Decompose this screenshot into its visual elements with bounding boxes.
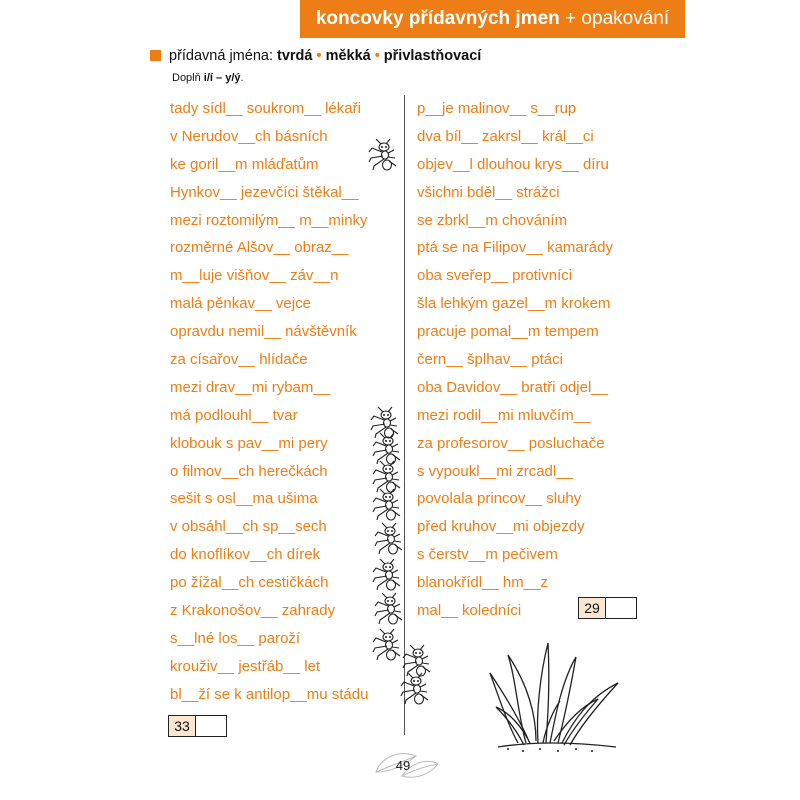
bullet-dot: • [316,48,322,64]
score-box-left [168,715,227,737]
header-title-bold: koncovky přídavných jmen [315,8,560,29]
right-exercise-line: ptá se na Filipov__ kamarády [417,239,613,257]
page-number: 49 [395,758,411,773]
left-exercise-line: mezi drav__mi rybam__ [170,378,331,396]
ant-icon [370,488,402,522]
left-exercise-line: v Nerudov__ch básních [170,127,328,145]
section-prefix: přídavná jména: [169,48,278,64]
right-exercise-line: oba sveřep__ protivníci [417,267,573,285]
instruction-options: i/í – y/ý [203,72,241,84]
right-exercise-line: s čerstv__m pečivem [417,546,558,564]
right-exercise-line: před kruhov__mi objezdy [417,518,585,536]
left-exercise-line: s__lné los__ paroží [170,629,301,647]
right-exercise-line: objev__l dlouhou krys__ díru [417,155,609,173]
right-exercise-line: za profesorov__ posluchače [417,434,605,452]
right-exercise-line: povolala princov__ sluhy [417,490,582,508]
left-exercise-line: bl__ží se k antilop__mu stádu [170,685,369,703]
left-exercise-line: tady sídl__ soukrom__ lékaři [170,100,361,117]
score-number: 29 [579,598,606,618]
bullet-dot: • [374,48,380,64]
left-exercise-line: po žížal__ch cestičkách [170,574,329,592]
left-exercise-line: m__luje višňov__ záv__n [170,267,339,285]
left-exercise-line: má podlouhl__ tvar [170,406,298,424]
ant-icon [370,558,402,592]
section-item-soft: měkká [325,48,371,64]
left-exercise-line: do knoflíkov__ch dírek [170,546,321,564]
left-exercise-line: z Krakonošov__ zahrady [170,602,336,620]
score-answer-field[interactable] [606,598,636,618]
right-exercise-line: p__je malinov__ s__rup [417,100,577,117]
left-exercise-line: sešit s osl__ma ušima [170,490,318,508]
ant-icon [372,592,404,626]
right-exercise-column [417,95,613,625]
right-exercise-line: pracuje pomal__m tempem [417,323,599,341]
left-exercise-line: mezi roztomilým__ m__minky [170,211,368,229]
ant-icon [400,644,432,678]
page-number-badge [372,742,442,786]
right-exercise-line: se zbrkl__m chováním [417,211,568,229]
column-divider [404,95,405,735]
right-exercise-line: oba Davidov__ bratři odjel__ [417,378,608,396]
left-exercise-line: krouživ__ jestřáb__ let [170,657,321,675]
section-item-possessive: přivlastňovací [383,48,482,64]
left-exercise-line: ke goril__m mláďatům [170,155,319,173]
instruction-prefix: Doplň [172,72,204,84]
left-exercise-line: Hynkov__ jezevčíci štěkal__ [170,183,359,201]
left-exercise-line: o filmov__ch herečkách [170,462,328,480]
ant-icon [372,522,404,556]
score-box-right [578,597,637,619]
score-number: 33 [169,716,196,736]
instruction [172,72,244,84]
page-header [300,0,685,38]
right-exercise-line: blanokřídl__ hm__z [417,574,548,592]
square-bullet-icon [150,50,161,61]
header-title-rest: + opakování [559,8,670,29]
left-exercise-line: v obsáhl__ch sp__sech [170,518,327,536]
left-exercise-line: malá pěnkav__ vejce [170,295,311,313]
right-exercise-line: šla lehkým gazel__m krokem [417,295,611,313]
right-exercise-line: mal__ koledníci [417,602,522,620]
left-exercise-line: klobouk s pav__mi pery [170,434,328,452]
section-item-hard: tvrdá [277,48,313,64]
instruction-suffix: . [240,72,244,84]
left-exercise-line: za císařov__ hlídače [170,351,308,369]
right-exercise-line: všichni bděl__ strážci [417,183,560,201]
right-exercise-line: dva bíl__ zakrsl__ král__ci [417,127,594,145]
score-answer-field[interactable] [196,716,226,736]
section-heading [150,48,481,64]
ant-icon [370,628,402,662]
left-exercise-line: rozměrné Alšov__ obraz__ [170,239,349,257]
left-exercise-line: opravdu nemil__ návštěvník [170,323,357,341]
ant-icon [366,138,398,172]
right-exercise-line: s vypoukl__mi zrcadl__ [417,462,573,480]
left-exercise-column [170,95,368,709]
right-exercise-line: čern__ šplhav__ ptáci [417,351,563,369]
grass-icon [488,635,623,755]
right-exercise-line: mezi rodil__mi mluvčím__ [417,406,591,424]
